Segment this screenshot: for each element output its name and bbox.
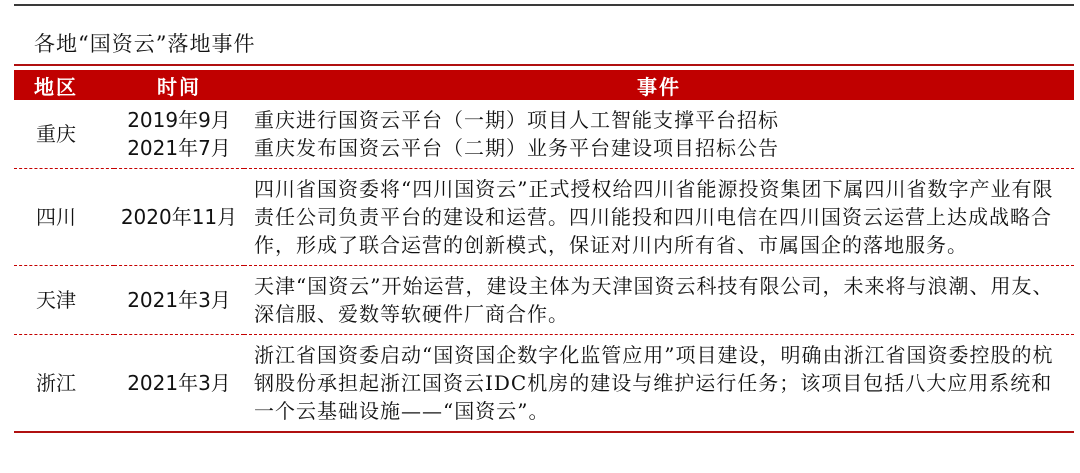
time-cell: 2020年11月 [114,169,244,266]
event-cell [244,100,1074,169]
region-cell: 重庆 [14,100,114,169]
table-row-chongqing [14,100,1074,169]
table-row-tianjin [14,266,1074,335]
region-cell: 天津 [14,266,114,335]
time-entry: 2021年7月 [127,136,231,160]
header-rule [14,64,1074,66]
region-cell: 浙江 [14,335,114,433]
header-time: 时间 [114,70,244,100]
top-rule [14,4,1074,6]
header-event: 事件 [244,70,1074,100]
header-row [14,70,1074,100]
events-table [14,70,1074,433]
table-row-sichuan [14,169,1074,266]
table-caption: 各地“国资云”落地事件 [34,32,256,56]
event-entry: 重庆进行国资云平台（一期）项目人工智能支撑平台招标 [254,108,779,132]
region-cell: 四川 [14,169,114,266]
time-cell: 2021年3月 [114,335,244,433]
event-cell: 四川省国资委将“四川国资云”正式授权给四川省能源投资集团下属四川省数字产业有限责任公司负责平台的建设和运营。四川能投和四川电信在四川国资云运营上达成战略合作，形成了联合运营的创新模式，保证对川内所有省、市属国企的落地服务。 [244,169,1074,266]
time-cell: 2021年3月 [114,266,244,335]
table-row-zhejiang [14,335,1074,433]
header-region: 地区 [14,70,114,100]
time-entry: 2019年9月 [127,108,231,132]
event-cell: 浙江省国资委启动“国资国企数字化监管应用”项目建设，明确由浙江省国资委控股的杭钢股份承担起浙江国资云IDC机房的建设与维护运行任务；该项目包括八大应用系统和一个云基础设施——“国资云”。 [244,335,1074,433]
time-cell [114,100,244,169]
event-cell: 天津“国资云”开始运营，建设主体为天津国资云科技有限公司，未来将与浪潮、用友、深信服、爱数等软硬件厂商合作。 [244,266,1074,335]
event-entry: 重庆发布国资云平台（二期）业务平台建设项目招标公告 [254,136,779,160]
